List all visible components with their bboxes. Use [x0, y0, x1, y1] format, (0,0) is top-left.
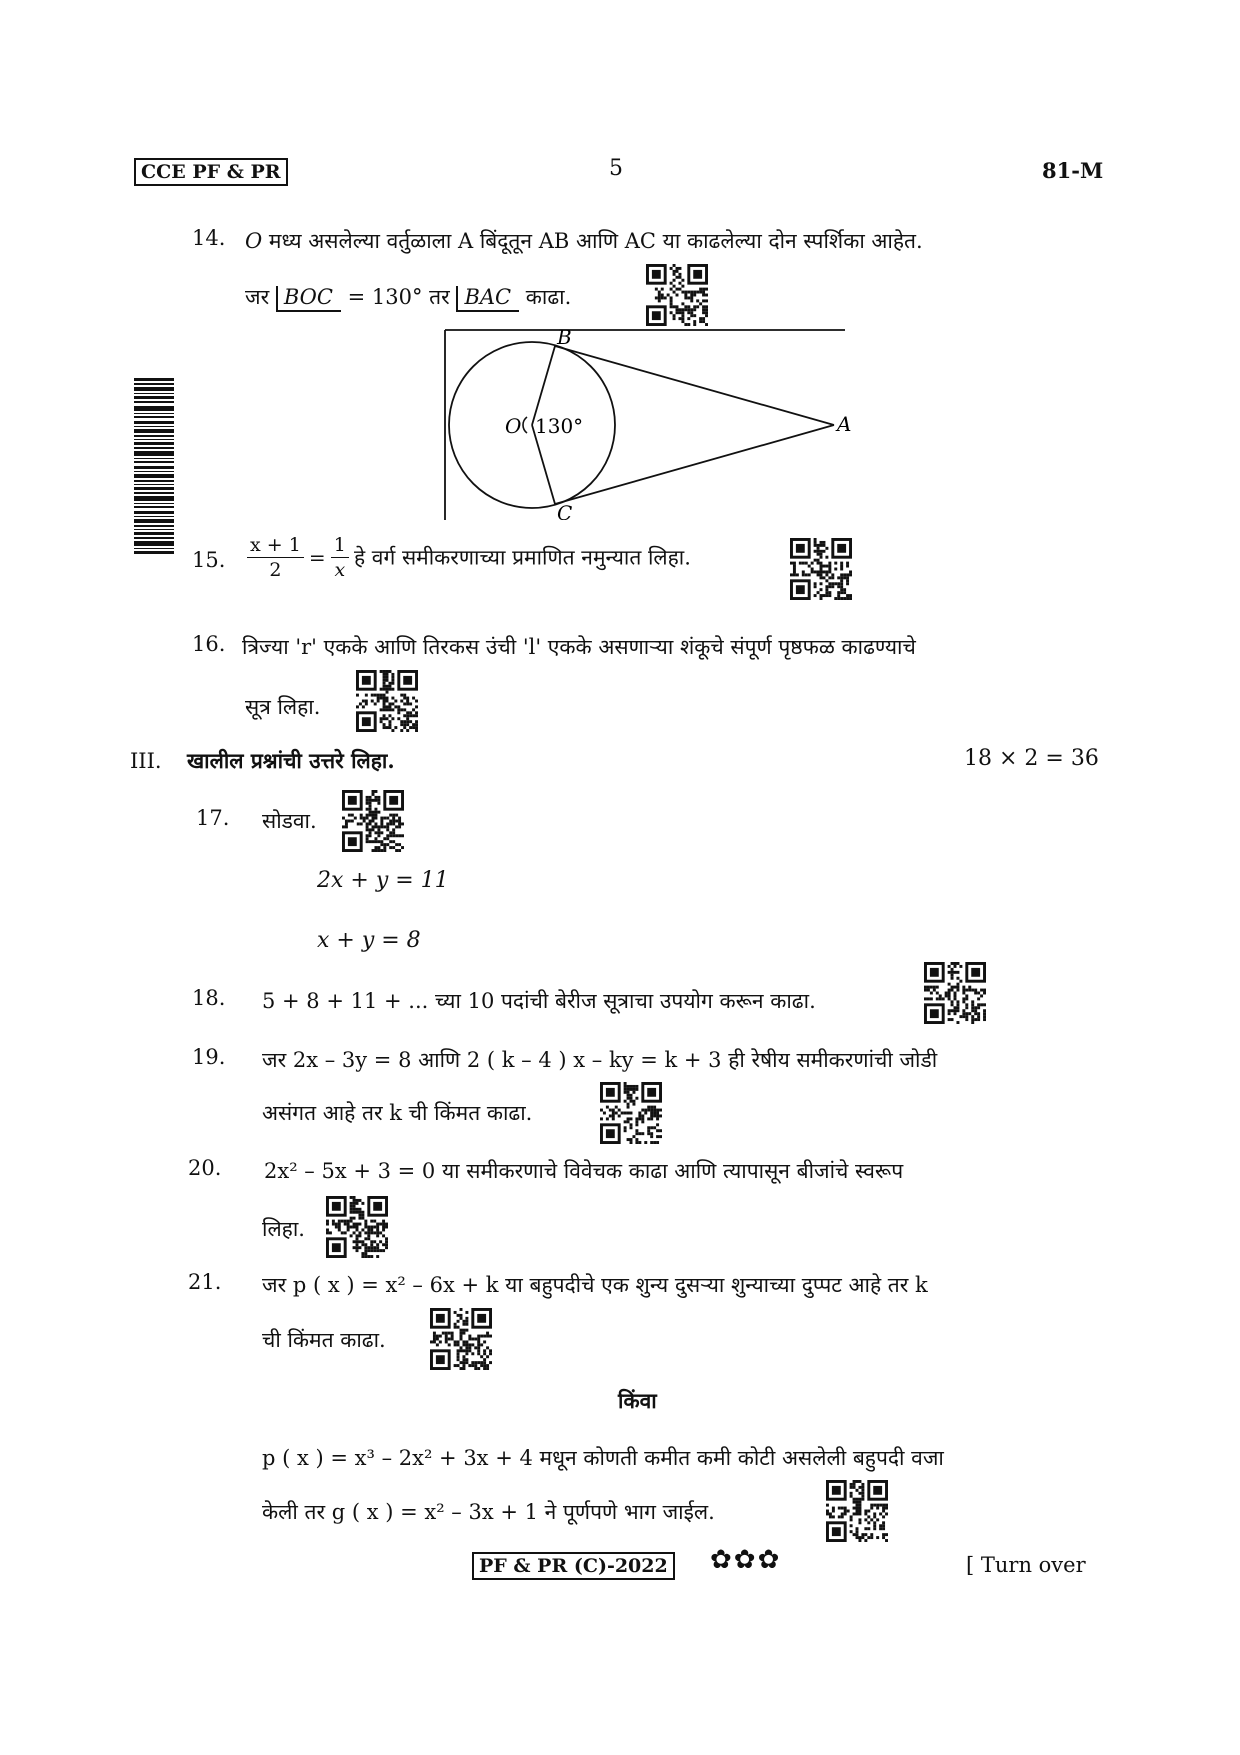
section-marks: 18 × 2 = 36	[964, 746, 1099, 771]
q15-frac1-den: 2	[269, 559, 282, 581]
q14-lead-o: O	[245, 229, 263, 253]
q14-line2	[245, 282, 571, 312]
section-title: खालील प्रश्नांची उत्तरे लिहा.	[187, 748, 395, 773]
qr-code-q14	[646, 264, 708, 326]
q18-number: 18.	[192, 986, 226, 1010]
header-left-label: CCE PF & PR	[134, 158, 288, 186]
or-label: किंवा	[618, 1388, 657, 1413]
q14-number: 14.	[192, 226, 226, 250]
tangent-ac	[555, 425, 834, 504]
page-number: 5	[609, 156, 623, 181]
footer-ornament: ✿✿✿	[710, 1545, 782, 1575]
q14-line1-text: मध्य असलेल्या वर्तुळाला A बिंदूतून AB आणि AC या काढलेल्या दोन स्पर्शिका आहेत.	[268, 229, 923, 253]
q15-equation	[247, 533, 691, 582]
qr-code-q16	[356, 670, 418, 732]
tangent-ab	[555, 346, 834, 425]
q14-suffix: काढा.	[525, 285, 572, 309]
qr-code-q20	[326, 1196, 388, 1258]
barcode-image	[134, 378, 174, 556]
q18-text: 5 + 8 + 11 + ... च्या 10 पदांची बेरीज सूत्राचा उपयोग करून काढा.	[262, 989, 816, 1013]
label-a: A	[837, 412, 852, 436]
q21-alt-line1: p ( x ) = x³ – 2x² + 3x + 4 मधून कोणती कमीत कमी कोटी असलेली बहुपदी वजा	[262, 1446, 944, 1470]
q21-alt-line2: केली तर g ( x ) = x² – 3x + 1 ने पूर्णपणे भाग जाईल.	[262, 1500, 715, 1524]
section-numeral: III.	[130, 749, 162, 773]
q16-line1: त्रिज्या 'r' एकके आणि तिरकस उंची 'l' एकके असणाऱ्या शंकूचे संपूर्ण पृष्ठफळ काढण्याचे	[242, 635, 916, 659]
label-o: O	[505, 414, 522, 438]
qr-code-q19	[600, 1082, 662, 1144]
q15-fraction-right	[331, 533, 349, 582]
label-b: B	[557, 325, 572, 349]
qr-code-q17	[342, 790, 404, 852]
q21-line1: जर p ( x ) = x² – 6x + k या बहुपदीचे एक शुन्य दुसऱ्या शुन्याच्या दुप्पट आहे तर k	[262, 1273, 928, 1297]
q17-text: सोडवा.	[262, 809, 317, 833]
q15-text: हे वर्ग समीकरणाच्या प्रमाणित नमुन्यात लिहा.	[353, 545, 691, 570]
qr-code-q18	[924, 962, 986, 1024]
q21-number: 21.	[188, 1270, 222, 1294]
q17-number: 17.	[196, 806, 230, 830]
label-130: 130°	[535, 414, 584, 438]
q15-frac2-num: 1	[331, 533, 349, 558]
qr-code-q21-alt	[826, 1480, 888, 1542]
q19-line2: असंगत आहे तर k ची किंमत काढा.	[262, 1101, 533, 1125]
q15-equals: =	[308, 545, 326, 570]
q15-number: 15.	[192, 548, 226, 572]
q20-number: 20.	[188, 1156, 222, 1180]
q16-line2: सूत्र लिहा.	[245, 695, 321, 719]
q20-line2: लिहा.	[262, 1217, 305, 1241]
q20-line1: 2x² – 5x + 3 = 0 या समीकरणाचे विवेचक काढा आणि त्यापासून बीजांचे स्वरूप	[264, 1159, 904, 1183]
header-right-label: 81-M	[1042, 158, 1104, 183]
label-c: C	[557, 501, 573, 520]
q19-number: 19.	[192, 1045, 226, 1069]
circle-tangent-figure	[435, 325, 855, 520]
q15-fraction-left	[247, 533, 304, 582]
turn-over-label: [ Turn over	[966, 1553, 1086, 1577]
q15-frac2-den: x	[334, 559, 346, 581]
q17-eq2: x + y = 8	[317, 928, 421, 953]
angle-bac: BAC	[456, 286, 519, 312]
q15-frac1-num: x + 1	[247, 533, 304, 558]
q21-line2: ची किंमत काढा.	[262, 1328, 386, 1352]
qr-code-q15	[790, 538, 852, 600]
q14-line1	[245, 226, 923, 256]
q17-eq1: 2x + y = 11	[317, 868, 449, 893]
q14-prefix: जर	[245, 285, 270, 309]
qr-code-q21	[430, 1308, 492, 1370]
angle-boc: BOC	[276, 286, 341, 312]
q19-line1: जर 2x – 3y = 8 आणि 2 ( k – 4 ) x – ky = k + 3 ही रेषीय समीकरणांची जोडी	[262, 1048, 938, 1072]
footer-code: PF & PR (C)-2022	[472, 1552, 675, 1580]
q16-number: 16.	[192, 632, 226, 656]
q14-eq: = 130° तर	[347, 285, 450, 309]
angle-arc	[523, 417, 527, 433]
